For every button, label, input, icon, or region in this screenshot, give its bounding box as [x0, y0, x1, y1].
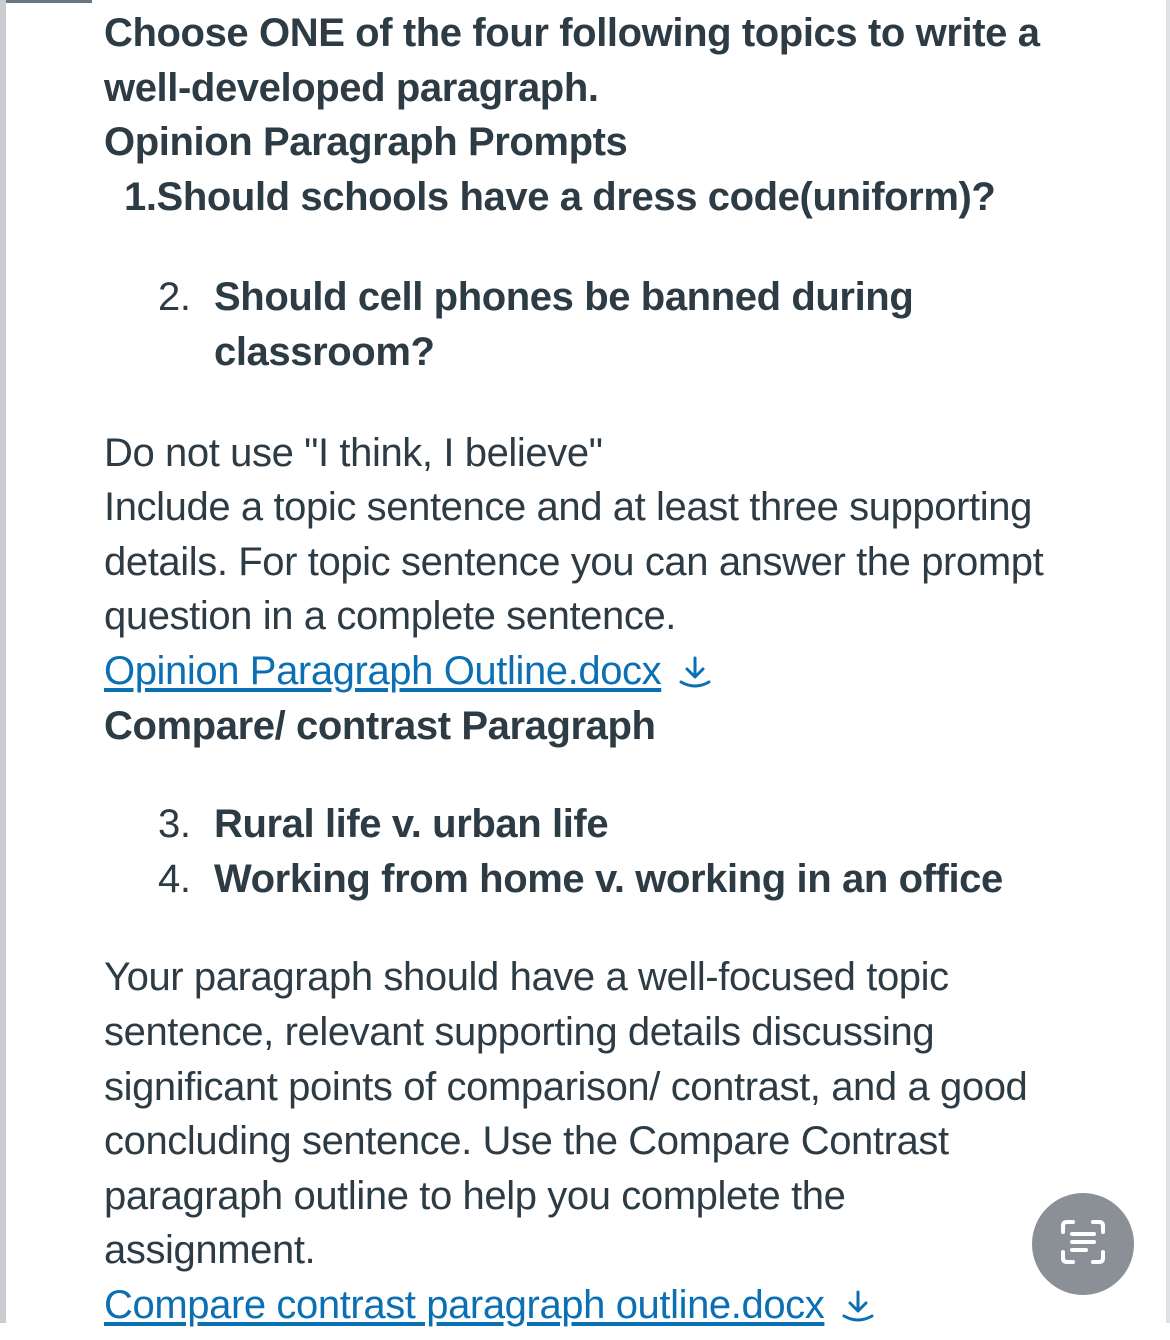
compare-heading: Compare/ contrast Paragraph	[104, 703, 656, 748]
text-scan-icon	[1055, 1214, 1111, 1275]
intro-text: well-developed paragraph.	[104, 65, 599, 110]
spacer	[104, 224, 1134, 270]
prompt-4-text: Working from home v. working in an office	[214, 856, 1003, 901]
instruction-text: Do not use "I think, I believe"	[104, 430, 603, 475]
prompt-3-text: Rural life v. urban life	[214, 802, 609, 847]
compare-outline-row	[104, 1278, 1134, 1333]
compare-description: concluding sentence. Use the Compare Contrast	[104, 1119, 949, 1164]
frame-right-edge	[1166, 0, 1170, 1323]
compare-description: paragraph outline to help you complete the	[104, 1173, 846, 1218]
frame-top-edge	[0, 0, 92, 3]
compare-description: sentence, relevant supporting details discussing	[104, 1009, 935, 1054]
prompt-4-number: 4.	[158, 856, 191, 901]
frame-left-edge	[0, 0, 6, 1323]
spacer	[104, 753, 1134, 797]
prompt-3	[104, 797, 1134, 852]
text-scan-button[interactable]	[1032, 1193, 1134, 1295]
compare-description: Your paragraph should have a well-focused topic	[104, 955, 949, 1000]
prompt-2-text: classroom?	[214, 329, 435, 374]
instruction-text: Include a topic sentence and at least three supporting	[104, 485, 1032, 530]
download-icon[interactable]	[838, 1286, 878, 1326]
assignment-content	[104, 6, 1134, 1332]
prompt-2	[104, 270, 1134, 379]
prompt-4	[104, 852, 1134, 907]
opinion-outline-row	[104, 644, 1134, 699]
spacer	[104, 906, 1134, 950]
intro-text: Choose ONE of the four following topics to write a	[104, 11, 1040, 55]
spacer	[104, 380, 1134, 426]
prompt-1: 1.Should schools have a dress code(uniform)?	[124, 174, 996, 219]
prompt-2-number: 2.	[158, 275, 191, 320]
prompt-2-text: Should cell phones be banned during	[214, 275, 914, 320]
download-icon[interactable]	[675, 652, 715, 692]
instruction-text: details. For topic sentence you can answer the prompt	[104, 539, 1044, 584]
opinion-heading: Opinion Paragraph Prompts	[104, 120, 628, 165]
compare-description: assignment.	[104, 1228, 316, 1273]
compare-description: significant points of comparison/ contrast, and a good	[104, 1064, 1028, 1109]
opinion-outline-link[interactable]: Opinion Paragraph Outline.docx	[104, 648, 662, 693]
prompt-3-number: 3.	[158, 802, 191, 847]
instruction-text: question in a complete sentence.	[104, 594, 677, 639]
compare-outline-link[interactable]: Compare contrast paragraph outline.docx	[104, 1282, 825, 1327]
